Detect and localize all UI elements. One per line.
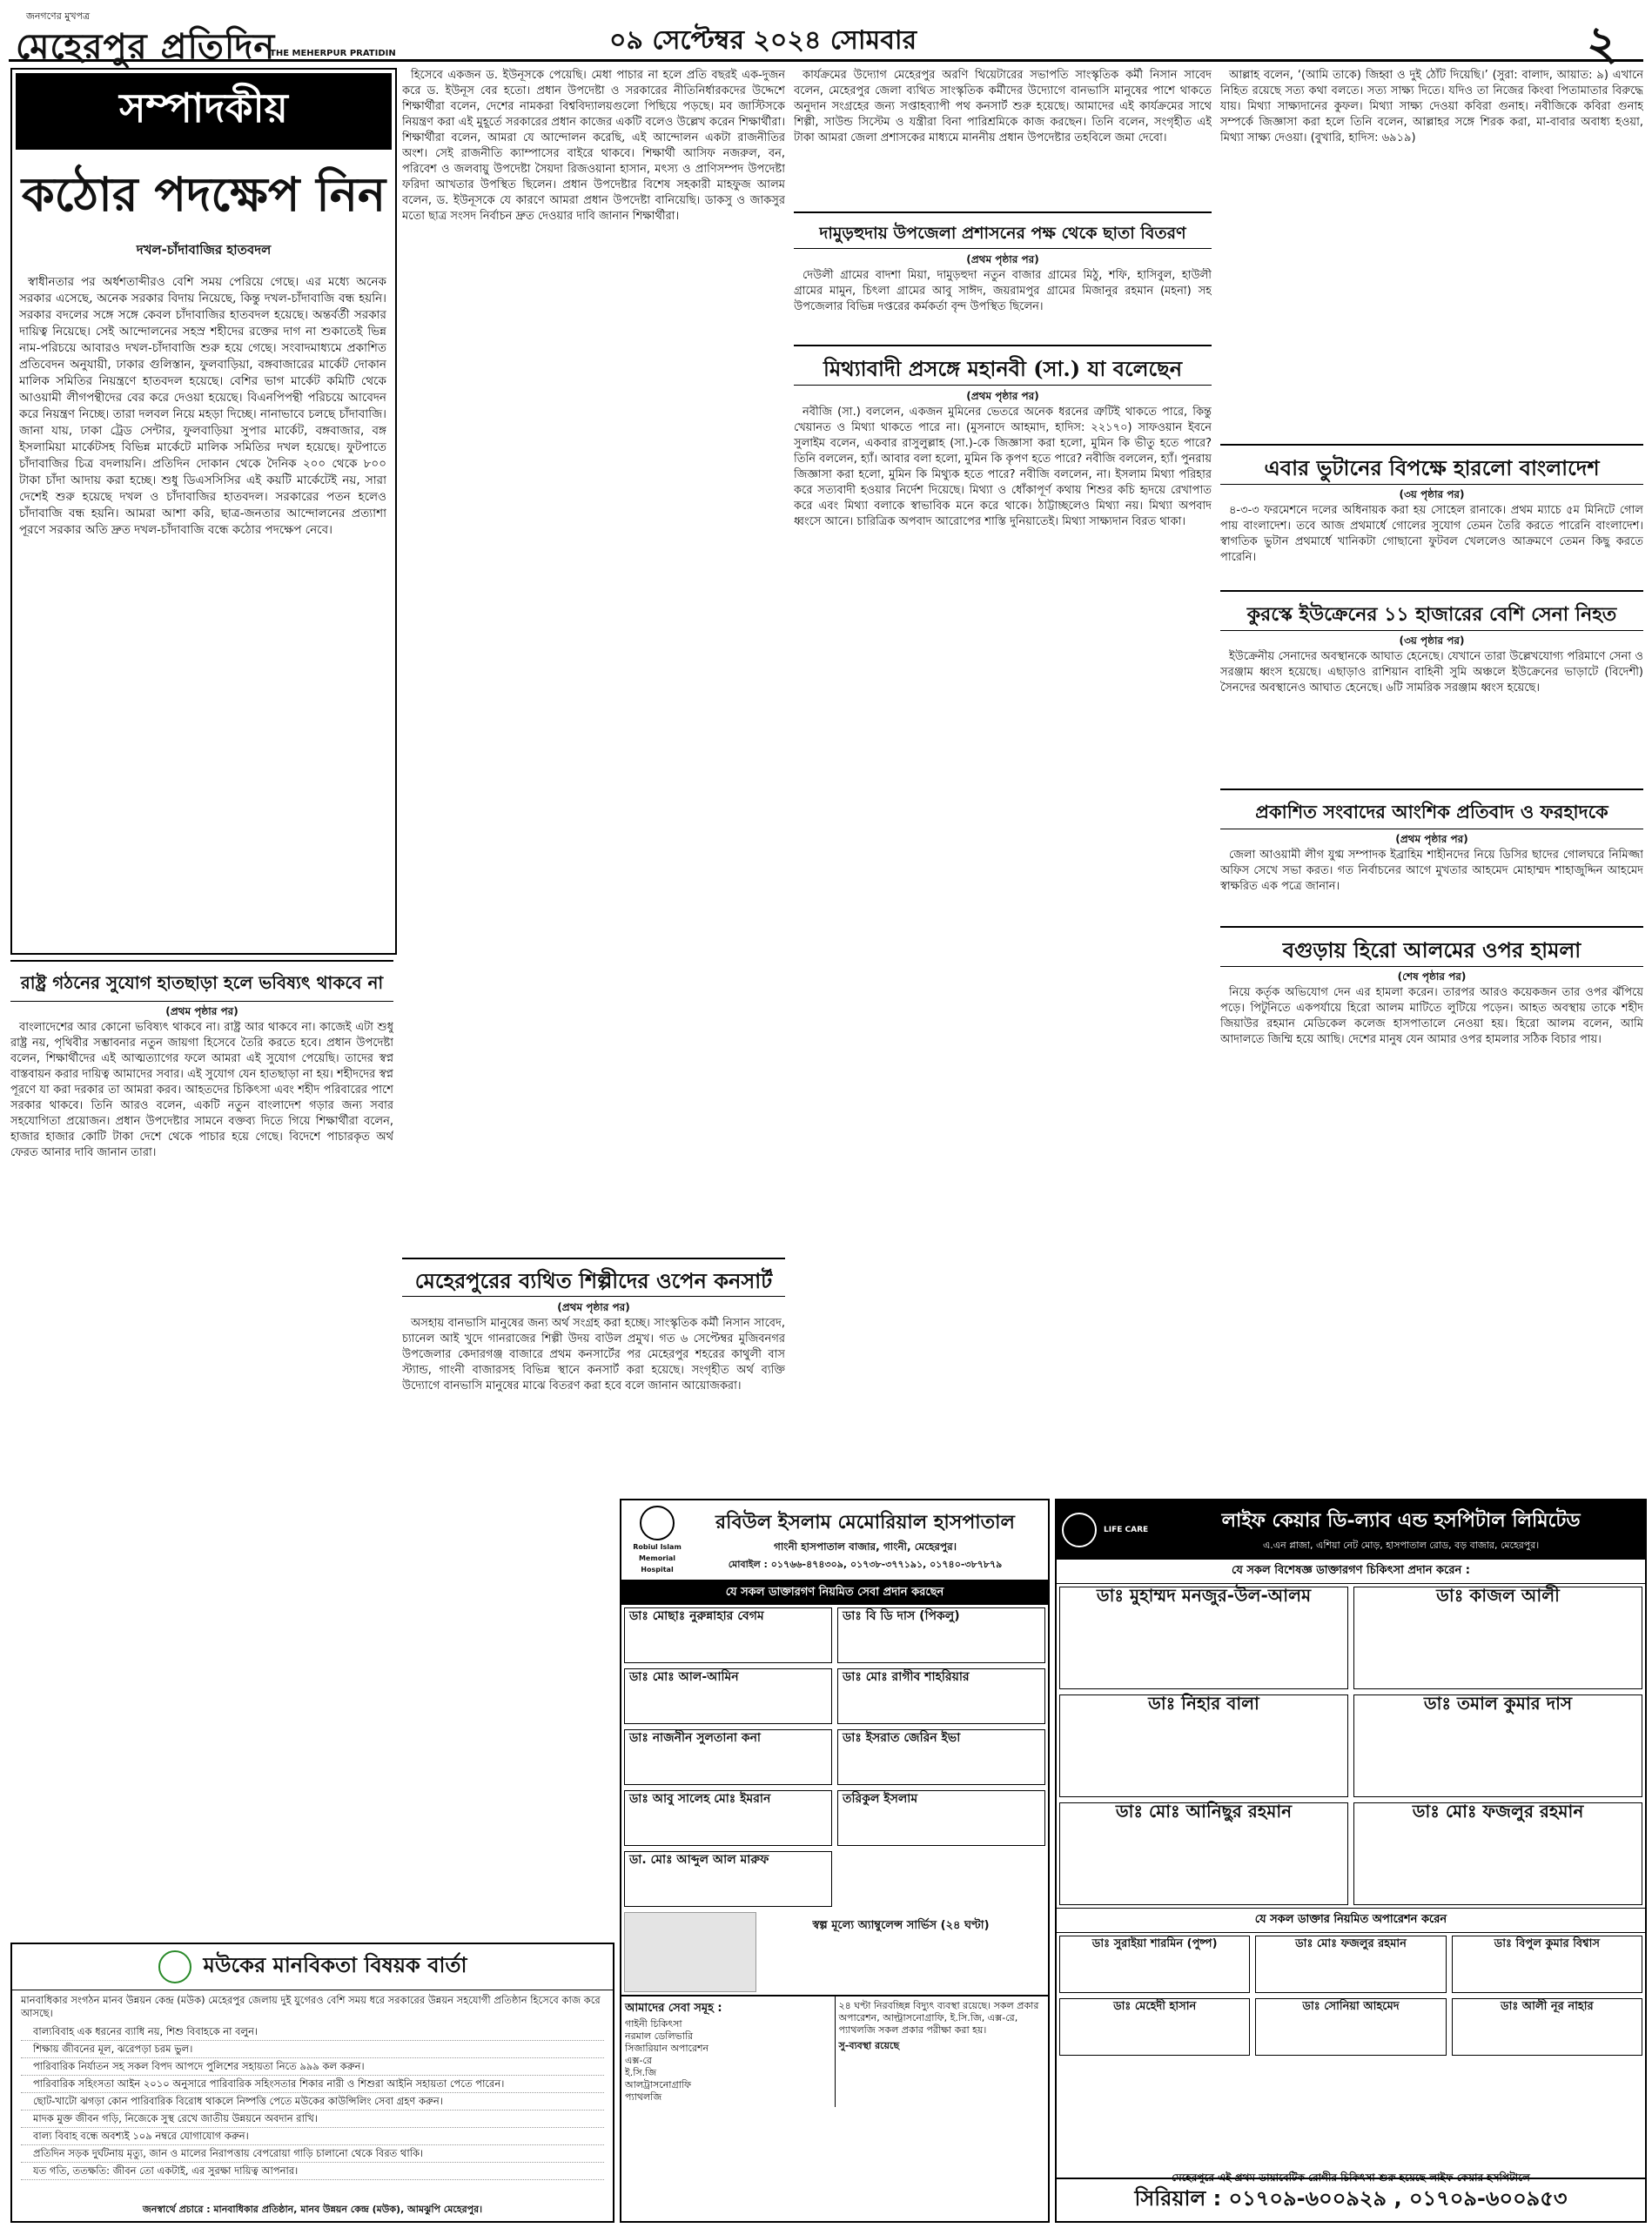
doctor-card: তরিকুল ইসলাম xyxy=(837,1790,1045,1846)
robiul-hospital-ad xyxy=(620,1499,1050,2223)
surgeon-card: ডাঃ সুরাইয়া শারমিন (পুষ্প) xyxy=(1059,1936,1250,1993)
story9-continued: (৩য় পৃষ্ঠার পর) xyxy=(1399,634,1465,647)
story8-continued: (৩য় পৃষ্ঠার পর) xyxy=(1399,488,1465,500)
doctor-card: ডাঃ বি ডি দাস (পিকলু) xyxy=(837,1607,1045,1663)
editorial-body: স্বাধীনতার পর অর্ধশতাব্দীরও বেশি সময় পেরিয়ে গেছে। এর মধ্যে অনেক সরকার এসেছে, অনেক সরকার বিদায় নিয়েছে, কিন্তু দখল-চাঁদাবাজি বন্ধ হয়নি। সরকার বদলের সঙ্গে সঙ্গে কেবল চাঁদাবাজির হাতবদল হয়েছে। অন্তর্বর্তী সরকার দায়িত্ব নিয়েছে। সেই আন্দোলনের সহস্র শহীদের রক্তের দাগ না শুকাতেই ভিন্ন নাম-পরিচয়ে আবারও দখল-চাঁদাবাজি শুরু হয়ে গেছে। সংবাদমাধ্যমে প্রকাশিত প্রতিবেদন অনুযায়ী, ঢাকার গুলিস্তান, ফুলবাড়িয়া, বঙ্গবাজারের মার্কেট দোকান মালিক সমিতির নিয়ন্ত্রণে হাতবদল হয়েছে। বেশির ভাগ মার্কেট কমিটি থেকে আওয়ামী লীগপন্থীদের বের করে দেওয়া হয়েছে। বিএনপিপন্থী পরিচয়ে আবেদন করে নিয়ন্ত্রণ নিচ্ছে। তারা দলবল নিয়ে মহড়া দিচ্ছে। নানাভাবে চলছে চাঁদাবাজি। জানা যায়, ঢাকা ট্রেড সেন্টার, ফুলবাড়িয়া সুপার মার্কেট, বঙ্গবাজার, বঙ্গ ইসলামিয়া মার্কেটসহ বিভিন্ন মার্কেটে মালিক সমিতির দখল হয়েছে। ফুটপাতে চাঁদাবাজির চিত্র বদলায়নি। প্রতিদিন দোকান থেকে দৈনিক ২০০ থেকে ৮০০ টাকা চাঁদা আদায় করা হচ্ছে। শুধু ডিএসসিসির এই কয়টি মার্কেটেই নয়, সারা দেশেই শুরু হয়েছে দখল ও চাঁদাবাজির হাতবদল। সরকারের পতন হলেও চাঁদাবাজি বন্ধ হয়নি। আমরা আশা করি, ছাত্র-জনতার আন্দোলনের প্রত্যাশা পূরণে সরকার অতি দ্রুত দখল-চাঁদাবাজি বন্ধে কঠোর পদক্ষেপ নেবে। xyxy=(19,275,386,537)
story5-header xyxy=(794,211,1212,249)
service-item: আলট্রাসনোগ্রাফি xyxy=(625,2079,692,2090)
surgeon-card: ডাঃ মোঃ ফজলুর রহমান xyxy=(1255,1936,1446,1993)
doctor-card: ডাঃ নাজনীন সুলতানা কনা xyxy=(624,1729,832,1785)
story3-title: মেহেরপুরের ব্যথিত শিল্পীদের ওপেন কনসার্ট xyxy=(414,1268,773,1293)
doctor-card: ডাঃ তমাল কুমার দাস xyxy=(1353,1694,1642,1797)
doctor-card: ডাঃ মোঃ আল-আমিন xyxy=(624,1668,832,1724)
notice-list-item: মাদক মুক্ত জীবন গড়ি, নিজেকে সুস্থ রেখে জাতীয় উন্নয়নে অবদান রাখি। xyxy=(21,2111,604,2128)
lifecare-logo-text: LIFE CARE xyxy=(1104,1526,1149,1534)
service-item: সিজারিয়ান অপারেশন xyxy=(625,2043,709,2054)
lifecare-doctor-grid xyxy=(1057,1584,1645,1908)
surgeon-card: ডাঃ মেহেদী হাসান xyxy=(1059,1998,1250,2056)
ambulance-icon xyxy=(624,1912,756,1992)
hospital-logo-icon xyxy=(640,1506,675,1540)
ambulance-service: স্বল্প মূল্যে অ্যাম্বুলেন্স সার্ভিস (২৪ ঘণ্টা) xyxy=(812,1919,990,1932)
surgeon-card: ডাঃ সোনিয়া আহমেদ xyxy=(1255,1998,1446,2056)
story5-body: দেউলী গ্রামের বাদশা মিয়া, দামুড়হুদা নতুন বাজার গ্রামের মিঠু, শফি, হাসিবুল, হাউলী গ্রামের মামুন, চিৎলা গ্রামের আবু সাঈদ, জয়রামপুর গ্রামের মিজানুর রহমান (মহনা) সহ উপজেলার বিভিন্ন দপ্তরের কর্মকর্তা বৃন্দ উপস্থিত ছিলেন। xyxy=(794,269,1212,313)
story9-title: কুরস্কে ইউক্রেনের ১১ হাজারের বেশি সেনা নিহত xyxy=(1246,603,1617,626)
page-number: ২ xyxy=(1586,15,1617,70)
hospital-doctor-grid xyxy=(621,1605,1048,1909)
story1-header xyxy=(10,960,393,1002)
lifecare-hospital-ad xyxy=(1055,1499,1647,2223)
story10-header xyxy=(1220,789,1643,829)
surgeon-card: ডাঃ বিপুল কুমার বিশ্বাস xyxy=(1452,1936,1642,1993)
hospital-name-en: Robiul Islam Memorial Hospital xyxy=(633,1543,682,1574)
mouk-notice-intro: মানবাধিকার সংগঠন মানব উন্নয়ন কেন্দ্র (মউক) মেহেরপুর জেলায় দুই যুগেরও বেশি সময় ধরে সরকারের উন্নয়ন সহযোগী প্রতিষ্ঠান হিসেবে কাজ করে আসছে। xyxy=(21,1994,601,2019)
hospital-phone: মোবাইল : ০১৭৬৬-৪৭৪৩০৯, ০১৭৩৮-৩৭৭১৯১, ০১৭৪০-৩৮৭৮৭৯ xyxy=(728,1558,1003,1570)
story5-title: দামুড়হুদায় উপজেলা প্রশাসনের পক্ষ থেকে ছাতা বিতরণ xyxy=(819,224,1186,243)
story5-continued: (প্রথম পৃষ্ঠার পর) xyxy=(966,253,1039,265)
notice-list-item: বাল্য বিবাহ বন্ধে অবশ্যই ১০৯ নম্বরে যোগাযোগ করুন। xyxy=(21,2128,604,2145)
hospital-name: রবিউল ইসলাম মেমোরিয়াল হাসপাতাল xyxy=(715,1510,1015,1533)
editorial-subtitle: দখল-চাঁদাবাজির হাতবদল xyxy=(136,242,272,258)
doctor-card: ডাঃ মোঃ রাগীব শাহরিয়ার xyxy=(837,1668,1045,1724)
doctor-card: ডাঃ মোঃ আনিছুর রহমান xyxy=(1059,1802,1348,1905)
services-title: আমাদের সেবা সমূহ : xyxy=(625,2002,722,2015)
story1-continued: (প্রথম পৃষ্ঠার পর) xyxy=(165,1005,238,1017)
lifecare-surgeons-bar: যে সকল ডাক্তার নিয়মিত অপারেশন করেন xyxy=(1057,1908,1645,1933)
doctor-card: ডা. মোঃ আব্দুল আল মারুফ xyxy=(624,1851,832,1907)
story1-title: রাষ্ট্র গঠনের সুযোগ হাতছাড়া হলে ভবিষ্যৎ থাকবে না xyxy=(20,972,384,993)
story11-header xyxy=(1220,926,1643,967)
doctor-card: ডাঃ কাজল আলী xyxy=(1353,1587,1642,1689)
story3-body: অসহায় বানভাসি মানুষের জন্য অর্থ সংগ্রহ করা হচ্ছে। সাংস্কৃতিক কর্মী নিসান সাবেদ, চ্যানেল আই খুদে গানরাজের শিল্পী উদয় বাউল প্রমুখ। গত ৬ সেপ্টেম্বর মুজিবনগর উপজেলার কেদারগঞ্জ বাজারে প্রথম কনসার্টের পর মেহেরপুর শহরের কাথুলী বাস স্ট্যান্ড, গাংনী বাজারসহ বিভিন্ন স্থানে কনসার্ট করা হয়েছে। সংগৃহীত অর্থ ব্যক্তি উদ্যোগে বানভাসি মানুষের মাঝে বিতরণ করা হবে বলে জানান আয়োজকরা। xyxy=(402,1317,785,1392)
mouk-notice-list xyxy=(12,2023,613,2180)
editorial-box xyxy=(10,68,397,955)
notice-list-item: পারিবারিক নির্যাতন সহ সকল বিপদ আপদে পুলিশের সহায়তা নিতে ৯৯৯ কল করুন। xyxy=(21,2058,604,2076)
service-item: এক্স-রে xyxy=(625,2055,652,2066)
lifecare-surgeon-grid xyxy=(1057,1933,1645,2058)
issue-date: ০৯ সেপ্টেম্বর ২০২৪ সোমবার xyxy=(609,25,917,56)
story3-header xyxy=(402,1258,785,1297)
mouk-notice-title: মউকের মানবিকতা বিষয়ক বার্তা xyxy=(203,1952,467,1977)
lifecare-serial: সিরিয়াল : ০১৭০৯-৬০০৯২৯ , ০১৭০৯-৬০০৯৫৩ xyxy=(1057,2178,1645,2221)
newspaper-name: মেহেরপুর প্রতিদিন xyxy=(16,26,276,67)
story2-body: হিসেবে একজন ড. ইউনূসকে পেয়েছি। মেধা পাচার না হলে প্রতি বছরই এক-দুজন করে ড. ইউনূস বের হতো। প্রধান উপদেষ্টা ও সরকারের নীতিনির্ধারকদের উদ্দেশে শিক্ষার্থীরা বলেন, দেশের নামকরা বিশ্ববিদ্যালয়গুলো পিছিয়ে পড়ছে। মব জাস্টিসকে নিয়ন্ত্রণ করা এই মুহূর্তে সরকারের প্রধান কাজের একটি বলেও উল্লেখ করেন শিক্ষার্থীরা। শিক্ষার্থীরা বলেন, আমরা যে আন্দোলন করেছি, এই আন্দোলন একটা রাজনীতির অংশ। সেই রাজনীতি ক্যাম্পাসের বাইরে থাকবে। শিক্ষার্থী আসিফ নজরুল, বন, পরিবেশ ও জলবায়ু উপদেষ্টা সৈয়দা রিজওয়ানা হাসান, মৎস্য ও প্রাণিসম্পদ উপদেষ্টা ফরিদা আখতার উপস্থিত ছিলেন। প্রধান উপদেষ্টার বিশেষ সহকারী মাহফুজ আলম বলেন, ড. ইউনূসকে যে কারণে আমরা প্রধান উপদেষ্টা বানিয়েছি। ডাকসু ও জাকসুর মতো ছাত্র সংসদ নির্বাচন দ্রুত দেওয়ার দাবি জানান শিক্ষার্থীরা। xyxy=(402,69,785,223)
doctor-card: ডাঃ মোছাঃ নুরুন্নাহার বেগম xyxy=(624,1607,832,1663)
hospital-doctors-bar: যে সকল ডাক্তারগণ নিয়মিত সেবা প্রদান করছেন xyxy=(621,1581,1048,1605)
hospital-hotline: সু-ব্যবস্থা রয়েছে xyxy=(838,2040,900,2051)
service-item: প্যাথলজি xyxy=(625,2091,662,2103)
surgeon-card: ডাঃ আলী নূর নাহার xyxy=(1452,1998,1642,2056)
notice-list-item: প্রতিদিন সড়ক দুর্ঘটনায় মৃত্যু, জান ও মালের নিরাপত্তায় বেপরোয়া গাড়ি চালানো থেকে বিরত থাকি। xyxy=(21,2145,604,2163)
story6-header xyxy=(794,345,1212,386)
story8-header xyxy=(1220,444,1643,485)
masthead xyxy=(9,7,1643,70)
doctor-card: ডাঃ ইসরাত জেরিন ইভা xyxy=(837,1729,1045,1785)
notice-list-item: পারিবারিক সহিংসতা আইন ২০১০ অনুসারে পারিবারিক সহিংসতার শিকার নারী ও শিশুরা আইনি সহায়তা পেতে পারেন। xyxy=(21,2076,604,2093)
story4-body: কার্যক্রমের উদ্যোগ মেহেরপুর অরণি থিয়েটারের সভাপতি সাংস্কৃতিক কর্মী নিসান সাবেদ বলেন, মেহেরপুর জেলা ব্যথিত সাংস্কৃতিক কর্মীদের উদ্যোগে বানভাসি মানুষের পাশে থাকতে অনুদান সংগ্রহের জন্য সপ্তাহব্যাপী পথ কনসার্ট শুরু হয়েছে। আমাদের এই কার্যক্রমের সাথে শিল্পী, সাউন্ড সিস্টেম ও যন্ত্রীরা বিনা পারিশ্রমিকে কাজ করছেন। তিনি বলেন, সংগৃহীত এই টাকা আমরা জেলা প্রশাসকের মাধ্যমে মাননীয় প্রধান উপদেষ্টার তহবিলে জমা দেবো। xyxy=(794,69,1212,144)
hospital-note: ২৪ ঘণ্টা নিরবচ্ছিন্ন বিদ্যুৎ ব্যবস্থা রয়েছে। সকল প্রকার অপারেশন, আল্ট্রাসনোগ্রাফি, ই.সি.জি, এক্স-রে, প্যাথলজি সকল প্রকার পরীক্ষা করা হয়। xyxy=(838,2000,1039,2036)
mouk-logo-icon xyxy=(158,1950,191,1983)
service-item: ই.সি.জি xyxy=(625,2067,657,2078)
story6-body: নবীজি (সা.) বললেন, একজন মুমিনের ভেতরে অনেক ধরনের ত্রুটিই থাকতে পারে, কিন্তু খেয়ানত ও মিথ্যা থাকতে পারে না। (মুসনাদে আহমাদ, হাদিস: ২২১৭০) সাফওয়ান ইবনে সুলাইম বলেন, একবার রাসুলুল্লাহ (সা.)-কে জিজ্ঞাসা করা হলো, মুমিন কি ভীতু হতে পারে? তিনি বললেন, হ্যাঁ। আবার বলা হলো, মুমিন কি কৃপণ হতে পারে? নবীজি বললেন, হ্যাঁ। পুনরায় জিজ্ঞাসা করা হলো, মুমিন কি মিথ্যুক হতে পারে? নবীজি বললেন, না। ইসলাম মিথ্যা পরিহার করে সত্যবাদী হওয়ার নির্দেশ দিয়েছে। মিথ্যা ও ধোঁকাপূর্ণ কথায় শিশুর কচি হৃদয়ে রেখাপাত করে এবং মিথ্যা বলাকে স্বাভাবিক মনে করে থাকে। ঠাট্টাচ্ছলেও মিথ্যা নয়। মিথ্যা অপবাদ ধ্বংসে আনে। চারিত্রিক অপবাদ আরোপের শাস্তি দুনিয়াতেই। মিথ্যা সাক্ষ্যদান বিরত থাকা। xyxy=(794,406,1212,528)
doctor-card: ডাঃ মুহাম্মদ মনজুর-উল-আলম xyxy=(1059,1587,1348,1689)
lifecare-logo-icon xyxy=(1062,1513,1097,1547)
notice-list-item: যত গতি, ততক্ষতি: জীবন তো একটাই, এর সুরক্ষা দায়িত্ব আপনার। xyxy=(21,2163,604,2180)
story10-title: প্রকাশিত সংবাদের আংশিক প্রতিবাদ ও ফরহাদকে xyxy=(1255,801,1608,822)
story11-body: নিয়ে কর্তৃক অভিযোগ দেন এর হামলা করেন। তারপর আরও কয়েকজন তার ওপর ঝঁপিয়ে পড়ে। পিটুনিতে একপর্যায়ে হিরো আলম মাটিতে লুটিয়ে পড়েন। আহত অবস্থায় তাকে শহীদ জিয়াউর রহমান মেডিকেল কলেজ হাসপাতালে নেওয়া হয়। হিরো আলম বলেন, আমি আদালতে জিম্মি হয়ে আছি। দেশের মানুষ যেন আমার ওপর হামলার সঠিক বিচার পায়। xyxy=(1220,986,1643,1046)
lifecare-address: এ.এন প্লাজা, এশিয়া নেট মোড়, হাসপাতাল রোড, বড় বাজার, মেহেরপুর। xyxy=(1262,1540,1540,1551)
lifecare-name: লাইফ কেয়ার ডি-ল্যাব এন্ড হসপিটাল লিমিটেড xyxy=(1221,1509,1581,1532)
story8-title: এবার ভুটানের বিপক্ষে হারলো বাংলাদেশ xyxy=(1264,455,1600,480)
service-item: নরমাল ডেলিভারি xyxy=(625,2030,694,2042)
story9-body: ইউক্রেনীয় সেনাদের অবস্থানকে আঘাত হেনেছে। যেখানে তারা উল্লেখযোগ্য পরিমাণে সেনা ও সরঞ্জাম ধ্বংস হয়েছে। এছাড়াও রাশিয়ান বাহিনী সুমি অঞ্চলে ইউক্রেনের ভাড়াটে (বিদেশী) সৈনদের অবস্থানেও আঘাত হেনেছে। ৬টি সামরিক সরঞ্জাম ধ্বংস হয়েছে। xyxy=(1220,650,1643,695)
doctor-card: ডাঃ আবু সালেহ মোঃ ইমরান xyxy=(624,1790,832,1846)
service-item: গাইনী চিকিৎসা xyxy=(625,2018,682,2030)
story3-continued: (প্রথম পৃষ্ঠার পর) xyxy=(557,1301,630,1313)
story11-continued: (শেষ পৃষ্ঠার পর) xyxy=(1397,970,1467,983)
mouk-notice xyxy=(10,1943,614,2223)
story8-body: ৪-৩-৩ ফরমেশনে দলের অধিনায়ক করা হয় সোহেল রানাকে। প্রথম ম্যাচে ৫ম মিনিটে গোল পায় বাংলাদেশ। তবে আজ প্রথমার্ধে গোলের সুযোগ তেমন তৈরি করতে পারেনি বাংলাদেশ। স্বাগতিক ভুটান প্রথমার্ধে খানিকটা গোছানো ফুটবল খেললেও আক্রমণে তেমন কিছু করতে পারেনি। xyxy=(1220,504,1643,564)
newspaper-name-en: THE MEHERPUR PRATIDIN xyxy=(270,49,396,58)
hospital-address: গাংনী হাসপাতাল বাজার, গাংনী, মেহেরপুর। xyxy=(773,1540,957,1553)
doctor-card: ডাঃ নিহার বালা xyxy=(1059,1694,1348,1797)
editorial-title: কঠোর পদক্ষেপ নিন xyxy=(21,166,386,222)
lifecare-doctors-bar: যে সকল বিশেষজ্ঞ ডাক্তারগণ চিকিৎসা প্রদান করেন : xyxy=(1057,1560,1645,1584)
story10-body: জেলা আওয়ামী লীগ যুগ্ম সম্পাদক ইব্রাহিম শাহীনদের নিয়ে ডিসির ছাদের গোলঘরে নিমিজ্জা অফিস সেখে সভা করত। গত নির্বাচনের আগে মুখতার আহমেদ মোহাম্মদ শাহাজুদ্দিন আহমেদ স্বাক্ষরিত এক পত্রে জানান। xyxy=(1220,849,1643,893)
notice-list-item: ছোট-খাটো ঝগড়া কোন পারিবারিক বিরোধ থাকলে নিষ্পত্তি পেতে মউকের কাউন্সিলিং সেবা গ্রহণ করুন। xyxy=(21,2093,604,2111)
story10-continued: (প্রথম পৃষ্ঠার পর) xyxy=(1395,833,1468,845)
notice-list-item: বাল্যবিবাহ এক ধরনের ব্যাধি নয়, শিশু বিবাহকে না বলুন। xyxy=(21,2023,604,2041)
doctor-card: ডাঃ মোঃ ফজলুর রহমান xyxy=(1353,1802,1642,1905)
story1-body: বাংলাদেশের আর কোনো ভবিষ্যৎ থাকবে না। রাষ্ট্র আর থাকবে না। কাজেই এটা শুধু রাষ্ট্র নয়, পৃথিবীর সম্ভাবনার নতুন জায়গা হিসেবে তৈরি করতে হবে। প্রধান উপদেষ্টা বলেন, শিক্ষার্থীদের এই আত্মত্যাগের ফলে আমরা এই সুযোগ পেয়েছি। তাদের স্বপ্ন বাস্তবায়ন করার দায়িত্ব আমাদের সবার। এই সুযোগ যেন হাতছাড়া না হয়। শহীদদের স্বপ্ন পূরণে যা করা দরকার তা আমরা করব। আহতদের চিকিৎসা এবং শহীদ পরিবারের পাশে সরকার থাকবে। তিনি আরও বলেন, একটি নতুন বাংলাদেশ গড়ার জন্য সবার সহযোগিতা প্রয়োজন। প্রধান উপদেষ্টার সামনে বক্তব্য দিতে গিয়ে শিক্ষার্থীরা বলেন, হাজার হাজার কোটি টাকা দেশে থেকে পাচার হয়ে গেছে। বিদেশে পাচারকৃত অর্থ ফেরত আনার দাবি জানান তারা। xyxy=(10,1021,393,1159)
mouk-notice-footer: জনস্বার্থে প্রচারে : মানবাধিকার প্রতিষ্ঠান, মানব উন্নয়ন কেন্দ্র (মউক), আমঝুপি মেহেরপুর। xyxy=(142,2204,483,2215)
brand-kicker: জনগণের মুখপত্র xyxy=(26,10,91,22)
story6-continued: (প্রথম পৃষ্ঠার পর) xyxy=(966,390,1039,402)
services-list xyxy=(625,2018,831,2104)
lifecare-footer-note: মেহেরপুরে এই প্রথম ডায়াবেটিক রোগীর চিকিৎসা শুরু হয়েছে লাইফ কেয়ার হসপিটালে xyxy=(1172,2171,1530,2184)
story7-body: আল্লাহ বলেন, ‘(আমি তাকে) জিহ্বা ও দুই ঠোঁট দিয়েছি।’ (সুরা: বালাদ, আয়াত: ৯) এখানে নিহিত রয়েছে সত্য কথা বলতে। সত্য সাক্ষ্য দিতে। যদিও তা নিজের কিংবা পিতামাতার বিরুদ্ধে যায়। মিথ্যা সাক্ষ্যদানের কুফল। মিথ্যা সাক্ষ্য দেওয়া কবিরা গুনাহ। নবীজিকে কবিরা গুনাহ সম্পর্কে জিজ্ঞাসা করা হলে তিনি বলেন, আল্লাহর সঙ্গে শিরক করা, মা-বাবার অবাধ্য হওয়া, মিথ্যা সাক্ষ্য দেওয়া। (বুখারি, হাদিস: ৬৯১৯) xyxy=(1220,69,1643,144)
story9-header xyxy=(1220,590,1643,631)
story6-title: মিথ্যাবাদী প্রসঙ্গে মহানবী (সা.) যা বলেছেন xyxy=(823,356,1183,381)
notice-list-item: শিক্ষায় জীবনের মূল, ঝরেপড়া চরম ভুল। xyxy=(21,2041,604,2058)
editorial-section-title: সম্পাদকীয় xyxy=(16,73,392,150)
story11-title: বগুড়ায় হিরো আলমের ওপর হামলা xyxy=(1282,937,1581,963)
